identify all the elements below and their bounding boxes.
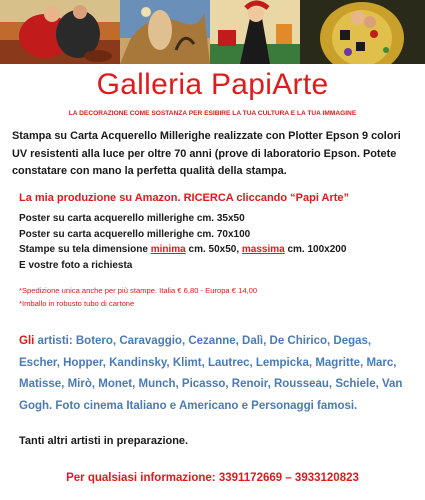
canvas-prefix: Stampe su tela dimensione [19,244,151,255]
shipping-cost-note: *Spedizione unica anche per più stampe. Italia € 6,80 - Europa € 14,00 [19,286,258,295]
contact-phones: Per qualsiasi informazione: 3391172669 – 3933120823 [66,472,359,484]
amazon-link[interactable]: La mia produzione su Amazon. RICERCA cliccando “Papi Arte” [19,192,350,204]
gallery-title: Galleria PapiArte [96,68,329,101]
klimt-kiss-painting [300,0,425,64]
product-item: E vostre foto a richiesta [19,259,133,271]
dali-surreal-painting [120,0,210,64]
product-item [19,242,419,258]
print-description: Stampa su Carta Acquerello Millerighe realizzate con Plotter Epson 9 colori UV resistenti alla luce per oltre 70 anni (prove di laboratorio Epson. Potete constatare con mano la perfetta qualità della stampa. [12,130,401,177]
shipping-notes [19,285,257,310]
product-item: Poster su carta acquerello millerighe cm. 70x100 [19,228,251,240]
artwork-banner [0,0,425,64]
botero-dancers-painting [0,0,120,64]
packaging-note: *Imballo in robusto tubo di cartone [19,298,135,308]
product-item: Poster su carta acquerello millerighe cm. 35x50 [19,213,245,224]
artists-prefix: Gli [19,335,35,347]
artists-list [19,331,414,418]
lautrec-poster-painting [210,0,300,64]
more-artists-note: Tanti altri artisti in preparazione. [19,435,189,447]
product-list [19,211,419,273]
gallery-tagline: LA DECORAZIONE COME SOSTANZA PER ESIBIRE LA TUA CULTURA E LA TUA IMMAGINE [68,110,357,117]
canvas-max-size: cm. 100x200 [284,244,347,255]
artists-names: artisti: Botero, Caravaggio, Cezanne, Dalì, De Chirico, Degas, Escher, Hopper, Kandinsky, Klimt, Lautrec, Lempicka, Magritte, Marc, Matisse, Mirò, Monet, Munch, Picasso, Renoir, Rousseau, Schiele, Van Gogh. Foto cinema Italiano e Americano e Personaggi famosi. [19,335,403,413]
canvas-min-size: cm. 50x50, [185,244,242,255]
minimum-label: minima [150,244,186,255]
maximum-label: massima [241,244,285,255]
